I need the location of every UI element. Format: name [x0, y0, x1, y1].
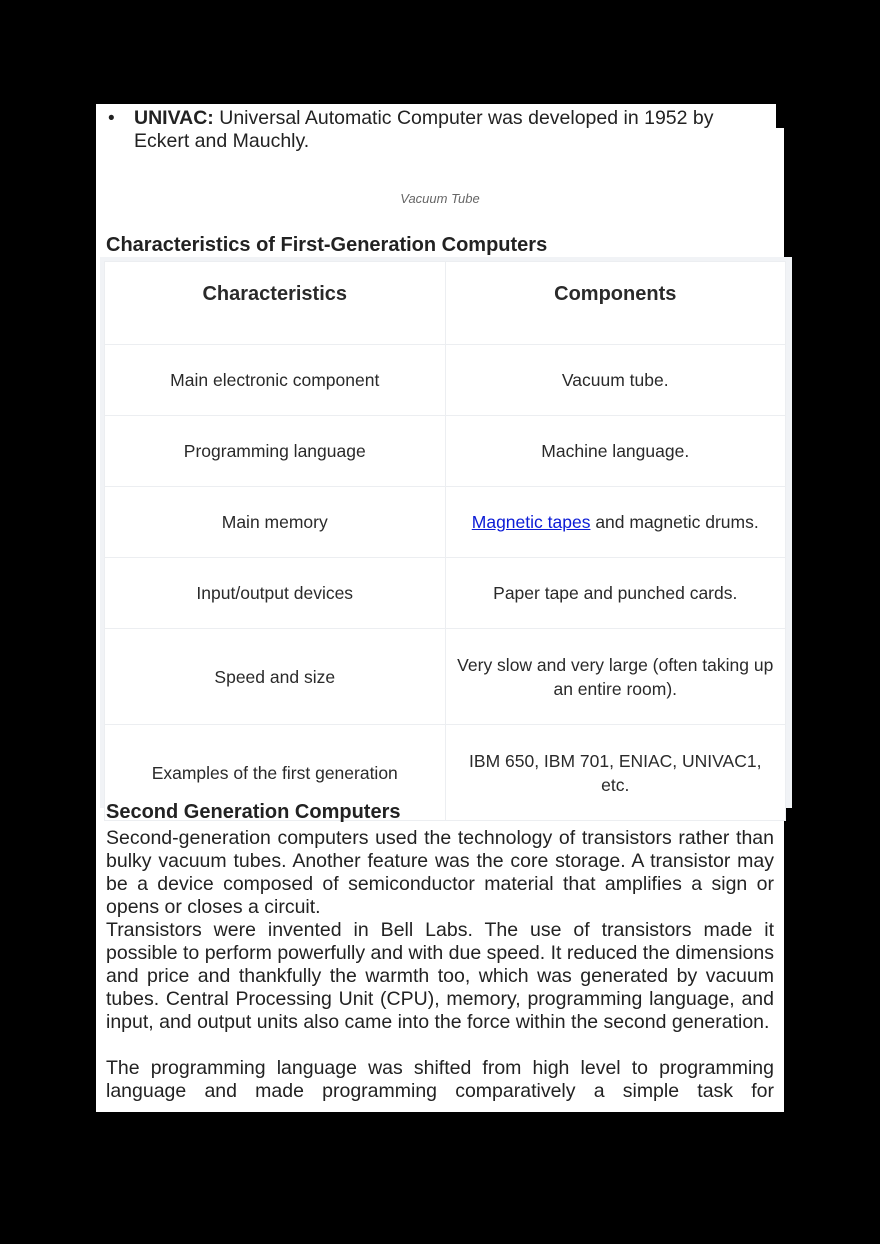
- column-header-characteristics: Characteristics: [105, 262, 446, 345]
- characteristics-table-container: [100, 257, 792, 808]
- cell-component: Very slow and very large (often taking up an entire room).: [445, 629, 786, 725]
- cell-characteristic: Speed and size: [105, 629, 446, 725]
- cell-characteristic: Main electronic component: [105, 345, 446, 416]
- table-row: [105, 487, 786, 558]
- table-row: [105, 629, 786, 725]
- cell-characteristic: Programming language: [105, 416, 446, 487]
- univac-list-item: [106, 107, 774, 153]
- paragraph: The programming language was shifted from high level to programming language and made programming comparatively a simple task for: [106, 1057, 774, 1102]
- cell-component: Machine language.: [445, 416, 786, 487]
- cell-component: [445, 487, 786, 558]
- cell-component: Paper tape and punched cards.: [445, 558, 786, 629]
- cell-characteristic: Main memory: [105, 487, 446, 558]
- table-row: [105, 345, 786, 416]
- magnetic-tapes-link[interactable]: Magnetic tapes: [471, 512, 591, 532]
- cell-component-rest: and magnetic drums.: [590, 512, 759, 532]
- bullet-icon: •: [108, 108, 115, 129]
- table-row: [105, 558, 786, 629]
- table-row: [105, 416, 786, 487]
- section-heading-second-generation: Second Generation Computers: [106, 801, 401, 823]
- cell-component: IBM 650, IBM 701, ENIAC, UNIVAC1, etc.: [445, 725, 786, 821]
- section-heading-first-generation: Characteristics of First-Generation Computers: [106, 234, 548, 256]
- paragraph: Transistors were invented in Bell Labs. The use of transistors made it possible to perform powerfully and with due speed. It reduced the dimensions and price and thankfully the warmth too, which was generated by vacuum tubes. Central Processing Unit (CPU), memory, programming language, and input, and output units also came into the force within the second generation.: [106, 919, 774, 1033]
- cell-characteristic: Examples of the first generation: [105, 725, 446, 821]
- univac-label: UNIVAC:: [134, 107, 214, 129]
- characteristics-table: [104, 261, 786, 821]
- univac-text: Universal Automatic Computer was developed in 1952 by Eckert and Mauchly.: [134, 107, 714, 152]
- paragraph: Second-generation computers used the technology of transistors rather than bulky vacuum tubes. Another feature was the core storage. A transistor may be a device composed of semiconductor material that amplifies a sign or opens or closes a circuit.: [106, 827, 774, 918]
- document-content: [106, 104, 774, 257]
- cell-characteristic: Input/output devices: [105, 558, 446, 629]
- table-header-row: [105, 262, 786, 345]
- cell-component: Vacuum tube.: [445, 345, 786, 416]
- column-header-components: Components: [445, 262, 786, 345]
- figure-caption: Vacuum Tube: [400, 191, 480, 206]
